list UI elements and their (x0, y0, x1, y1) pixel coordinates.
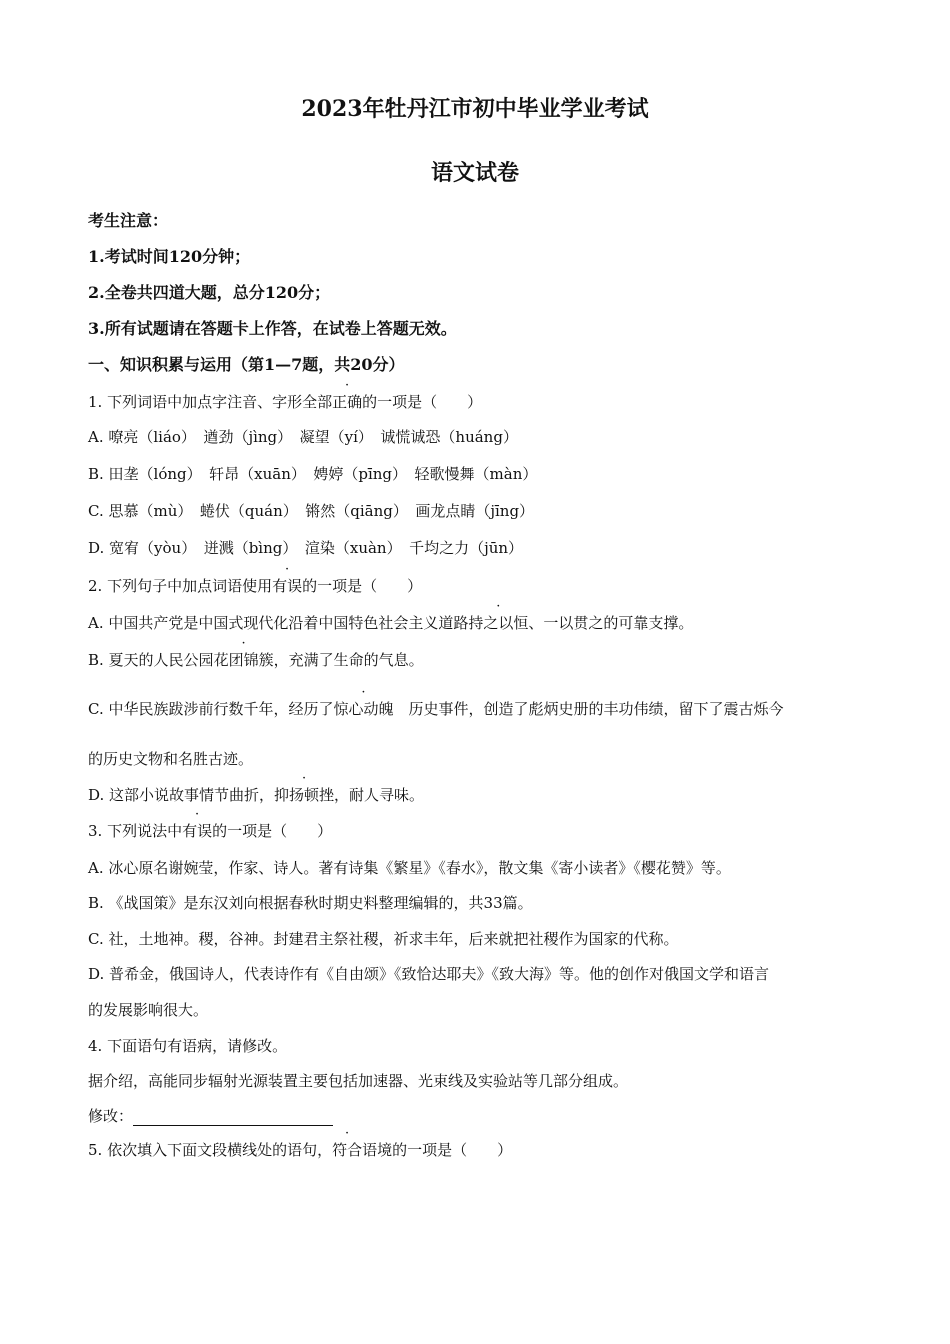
q2-stem-text: 2. 下列句子中加点词语使用 (88, 577, 273, 595)
q4-fix-label: 修改： (88, 1107, 134, 1125)
q3-option-c: C. 社，土地神。稷，谷神。封建君主祭社稷，祈求丰年，后来就把社稷作为国家的代称。 (88, 930, 679, 948)
q3-option-d-continued: 的发展影响很大。 (88, 1001, 209, 1019)
q1-emphasis: 正确 (332, 393, 363, 411)
question-1-stem (88, 392, 482, 412)
q4-sentence: 据介绍，高能同步辐射光源装置主要包括加速器、光束线及实验站等几部分组成。 (88, 1072, 629, 1090)
q2-option-c (88, 699, 784, 719)
q3-option-d: D. 普希金，俄国诗人，代表诗作有《自由颂》《致恰达耶夫》《致大海》等。他的创作对俄国文学和语言 (88, 965, 770, 983)
question-5-stem (88, 1140, 512, 1160)
question-3-stem (88, 821, 332, 841)
notice-item-1: 1.考试时间120分钟； (88, 247, 251, 266)
exam-title: 2023年牡丹江市初中毕业学业考试 (301, 96, 649, 122)
q3-stem-text-end: 的一项是（ ） (212, 822, 333, 840)
notice-item-2: 2.全卷共四道大题，总分120分； (88, 283, 331, 302)
q2-c-emphasis: 惊心动魄 (333, 700, 394, 718)
q1-option-a: A. 嘹亮（liáo） 遒劲（jìng） 凝望（yí） 诚慌诚恐（huáng） (88, 428, 518, 446)
q2-d-text-end: ，耐人寻味。 (334, 786, 425, 804)
question-2-stem (88, 576, 422, 596)
q2-option-b (88, 650, 424, 670)
q4-fix-row (88, 1106, 333, 1126)
section-1-heading: 一、知识积累与运用（第1—7题，共20分） (88, 355, 405, 374)
q2-d-emphasis: 抑扬顿挫 (274, 786, 335, 804)
q2-option-c-continued: 的历史文物和名胜古迹。 (88, 750, 254, 768)
q3-emphasis: 有误 (182, 822, 213, 840)
q1-option-c: C. 思慕（mù） 蜷伏（quán） 锵然（qiāng） 画龙点睛（jīng） (88, 502, 535, 520)
q4-answer-blank[interactable] (133, 1110, 333, 1126)
q2-a-text: A. 中国共产党是中国式现代化沿着中国特色社会主义道路 (88, 614, 469, 632)
q2-b-text: B. 夏天的人民公园 (88, 651, 214, 669)
q1-stem-text-end: 的一项是（ ） (362, 393, 483, 411)
q5-emphasis: 符合 (332, 1141, 363, 1159)
question-4-stem: 4. 下面语句有语病，请修改。 (88, 1037, 288, 1055)
q2-b-emphasis: 花团锦簇 (213, 651, 274, 669)
q2-c-text-end: 历史事件，创造了彪炳史册的丰功伟绩，留下了震古烁今 (393, 700, 784, 718)
exam-subtitle: 语文试卷 (430, 160, 519, 186)
q5-stem-text-end: 语境的一项是（ ） (362, 1141, 513, 1159)
q2-stem-text-end: 的一项是（ ） (302, 577, 423, 595)
q3-stem-text: 3. 下列说法中 (88, 822, 183, 840)
q5-stem-text: 5. 依次填入下面文段横线处的语句， (88, 1141, 333, 1159)
q3-option-a: A. 冰心原名谢婉莹，作家、诗人。著有诗集《繁星》《春水》，散文集《寄小读者》《樱花赞》等。 (88, 859, 731, 877)
q2-b-text-end: ，充满了生命的气息。 (273, 651, 424, 669)
q2-d-text: D. 这部小说故事情节曲折， (88, 786, 275, 804)
q1-option-b: B. 田垄（lóng） 轩昂（xuān） 娉婷（pīng） 轻歌慢舞（màn） (88, 465, 538, 483)
notice-item-3: 3.所有试题请在答题卡上作答，在试卷上答题无效。 (88, 319, 457, 338)
q2-emphasis: 有误 (272, 577, 303, 595)
q2-a-emphasis: 持之以恒 (468, 614, 529, 632)
q2-option-d (88, 785, 424, 805)
q1-stem-text: 1. 下列词语中加点字注音、字形全部 (88, 393, 333, 411)
q2-option-a (88, 613, 693, 633)
q2-a-text-end: 、一以贯之的可靠支撑。 (528, 614, 694, 632)
notice-heading: 考生注意： (88, 211, 169, 230)
q3-option-b: B. 《战国策》是东汉刘向根据春秋时期史料整理编辑的，共33篇。 (88, 894, 533, 912)
q1-option-d: D. 宽宥（yòu） 迸溅（bìng） 渲染（xuàn） 千均之力（jūn） (88, 539, 524, 557)
q2-c-text: C. 中华民族跋涉前行数千年，经历了 (88, 700, 334, 718)
